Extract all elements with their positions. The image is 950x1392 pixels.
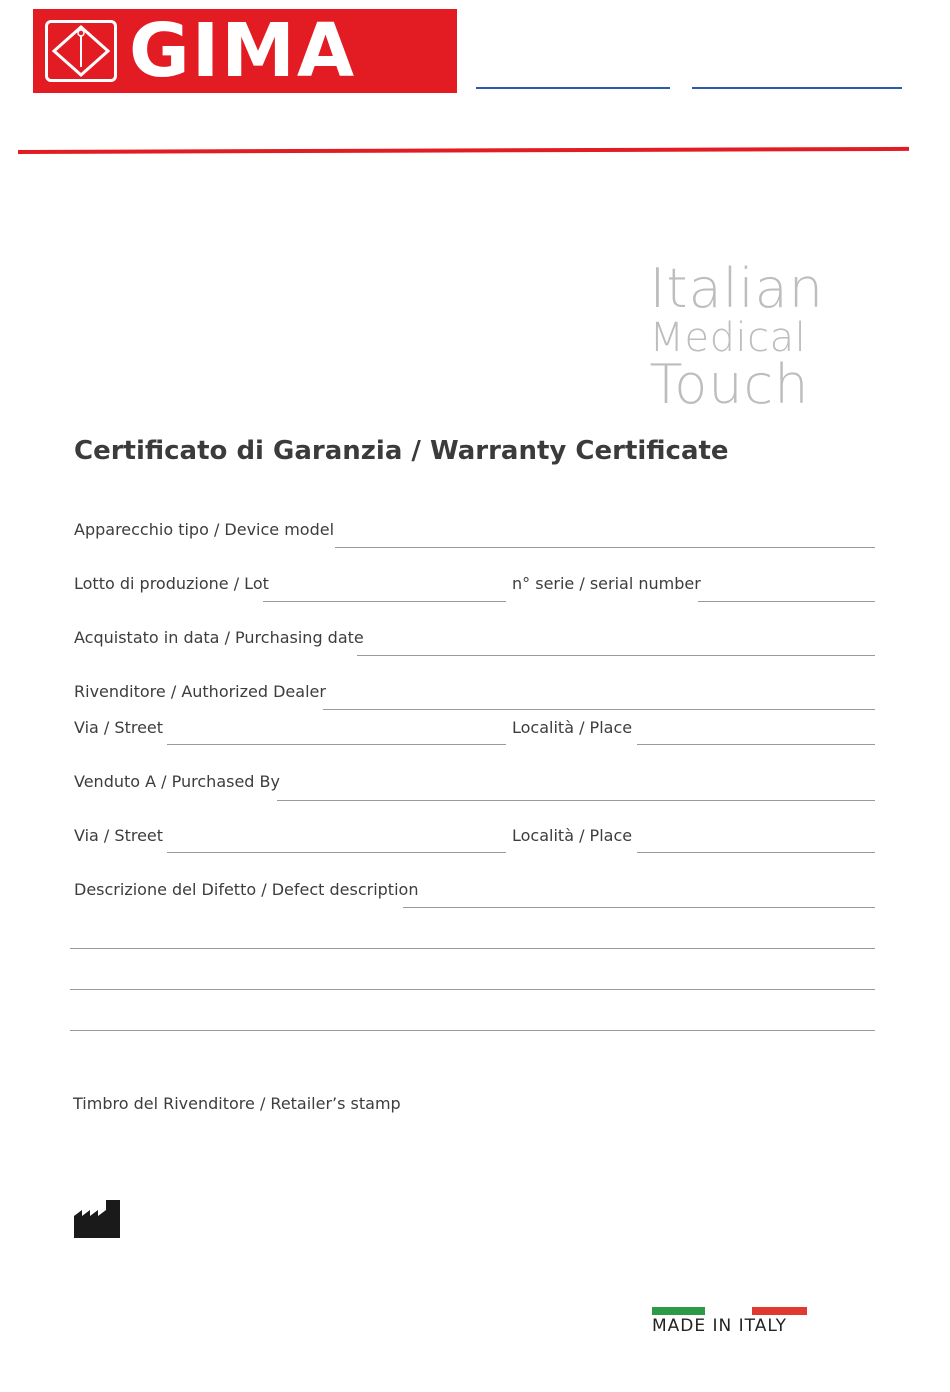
defect-label: Descrizione del Difetto / Defect description [74, 880, 419, 899]
logo-wordmark: GIMA [129, 8, 357, 94]
purchase-date-label: Acquistato in data / Purchasing date [74, 628, 364, 647]
flag-red-stripe [752, 1307, 807, 1315]
dealer-label: Rivenditore / Authorized Dealer [74, 682, 326, 701]
retailer-stamp-label: Timbro del Rivenditore / Retailer’s stamp [73, 1094, 401, 1113]
purchase-date-field[interactable] [357, 655, 875, 656]
defect-field[interactable] [403, 907, 875, 908]
factory-icon [74, 1198, 120, 1238]
lot-field[interactable] [263, 601, 506, 602]
gima-logo [33, 9, 457, 93]
tagline-line-1: Italian [649, 257, 824, 320]
device-model-label: Apparecchio tipo / Device model [74, 520, 335, 539]
header-divider [18, 147, 909, 154]
dealer-street-label: Via / Street [74, 718, 164, 737]
page-title: Certificato di Garanzia / Warranty Certificate [74, 436, 729, 466]
dealer-street-field[interactable] [167, 744, 506, 745]
buyer-place-field[interactable] [637, 852, 875, 853]
header-link-line-1 [476, 87, 670, 89]
device-model-field[interactable] [335, 547, 875, 548]
gima-emblem-icon [45, 20, 117, 82]
flag-green-stripe [652, 1307, 705, 1315]
made-in-italy-text: MADE IN ITALY [652, 1316, 787, 1336]
dealer-place-label: Località / Place [512, 718, 633, 737]
purchased-by-field[interactable] [277, 800, 875, 801]
header-link-line-2 [692, 87, 902, 89]
buyer-street-field[interactable] [167, 852, 506, 853]
serial-number-label: n° serie / serial number [512, 574, 701, 593]
tagline [649, 257, 824, 416]
buyer-street-label: Via / Street [74, 826, 164, 845]
lot-label: Lotto di produzione / Lot [74, 574, 269, 593]
tagline-line-2: Medical [649, 315, 807, 361]
defect-line-4[interactable] [70, 1030, 875, 1031]
purchased-by-label: Venduto A / Purchased By [74, 772, 280, 791]
made-in-italy-badge [652, 1307, 807, 1339]
defect-line-2[interactable] [70, 948, 875, 949]
dealer-field[interactable] [323, 709, 875, 710]
buyer-place-label: Località / Place [512, 826, 633, 845]
defect-line-3[interactable] [70, 989, 875, 990]
serial-number-field[interactable] [698, 601, 875, 602]
dealer-place-field[interactable] [637, 744, 875, 745]
tagline-line-3: Touch [649, 353, 810, 416]
